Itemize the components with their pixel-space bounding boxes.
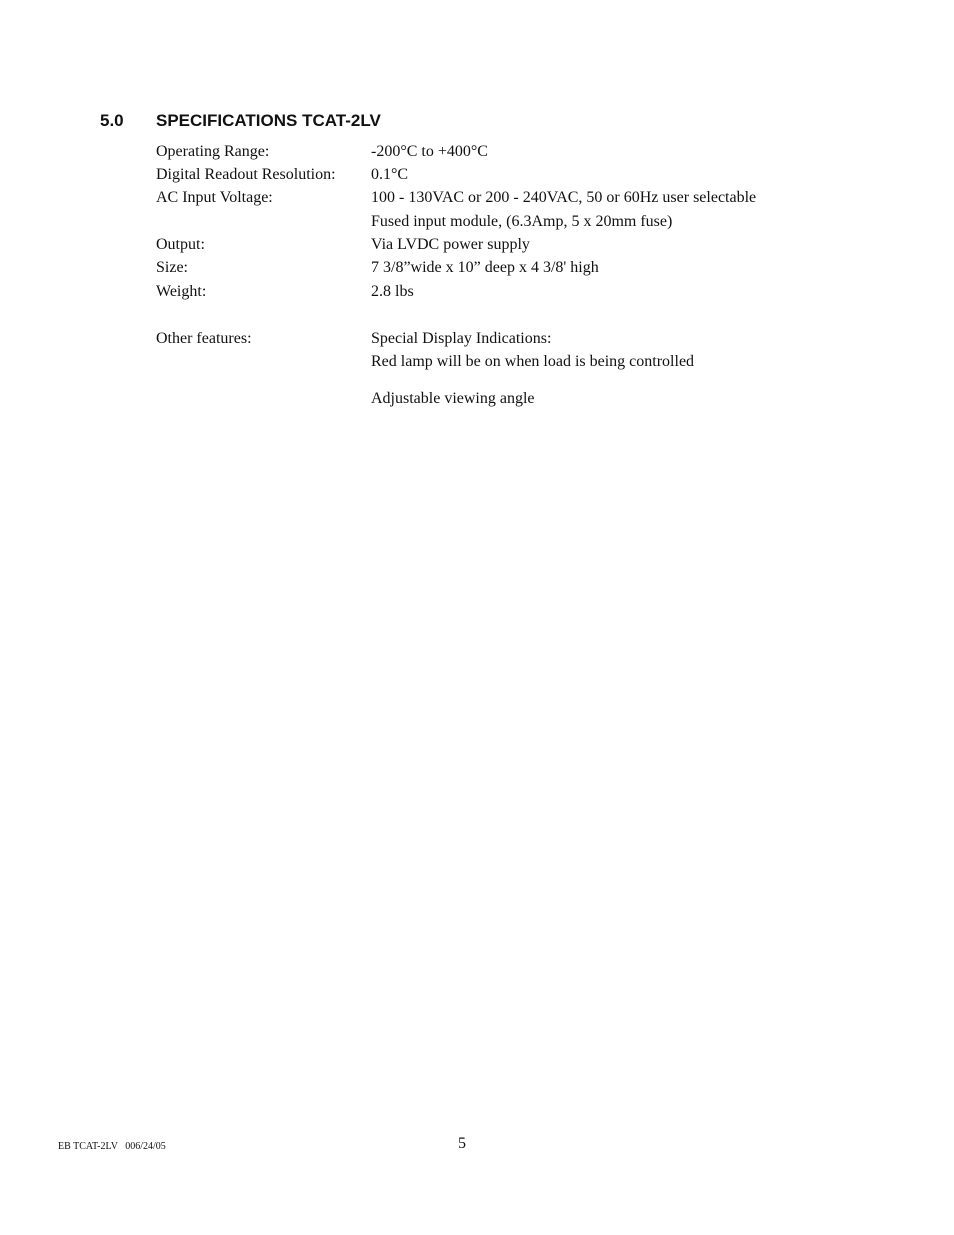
spec-label-output: Output: [156,236,205,253]
section-heading [100,110,381,132]
spec-label-size: Size: [156,259,188,276]
spec-value-fuse-module: Fused input module, (6.3Amp, 5 x 20mm fuse) [371,213,673,230]
spec-value-readout-resolution: 0.1°C [371,166,409,183]
spec-value-red-lamp: Red lamp will be on when load is being controlled [371,353,695,370]
spec-label-readout-resolution: Digital Readout Resolution: [156,166,336,183]
section-number: 5.0 [100,111,124,130]
spec-label-other-features: Other features: [156,330,252,347]
page-number: 5 [458,1135,466,1152]
spec-value-output: Via LVDC power supply [371,236,530,253]
spec-value-ac-input-voltage: 100 - 130VAC or 200 - 240VAC, 50 or 60Hz user selectable [371,189,757,206]
spec-label-ac-input-voltage: AC Input Voltage: [156,189,273,206]
spec-value-operating-range: -200°C to +400°C [371,143,488,160]
spec-value-weight: 2.8 lbs [371,283,414,300]
spec-value-viewing-angle: Adjustable viewing angle [371,390,535,407]
spec-label-operating-range: Operating Range: [156,143,270,160]
section-title: SPECIFICATIONS TCAT-2LV [156,111,381,130]
spec-label-weight: Weight: [156,283,207,300]
spec-value-size: 7 3/8”wide x 10” deep x 4 3/8' high [371,259,599,276]
footer-doc-id: EB TCAT-2LV 006/24/05 [58,1141,166,1152]
spec-value-display-indications: Special Display Indications: [371,330,552,347]
